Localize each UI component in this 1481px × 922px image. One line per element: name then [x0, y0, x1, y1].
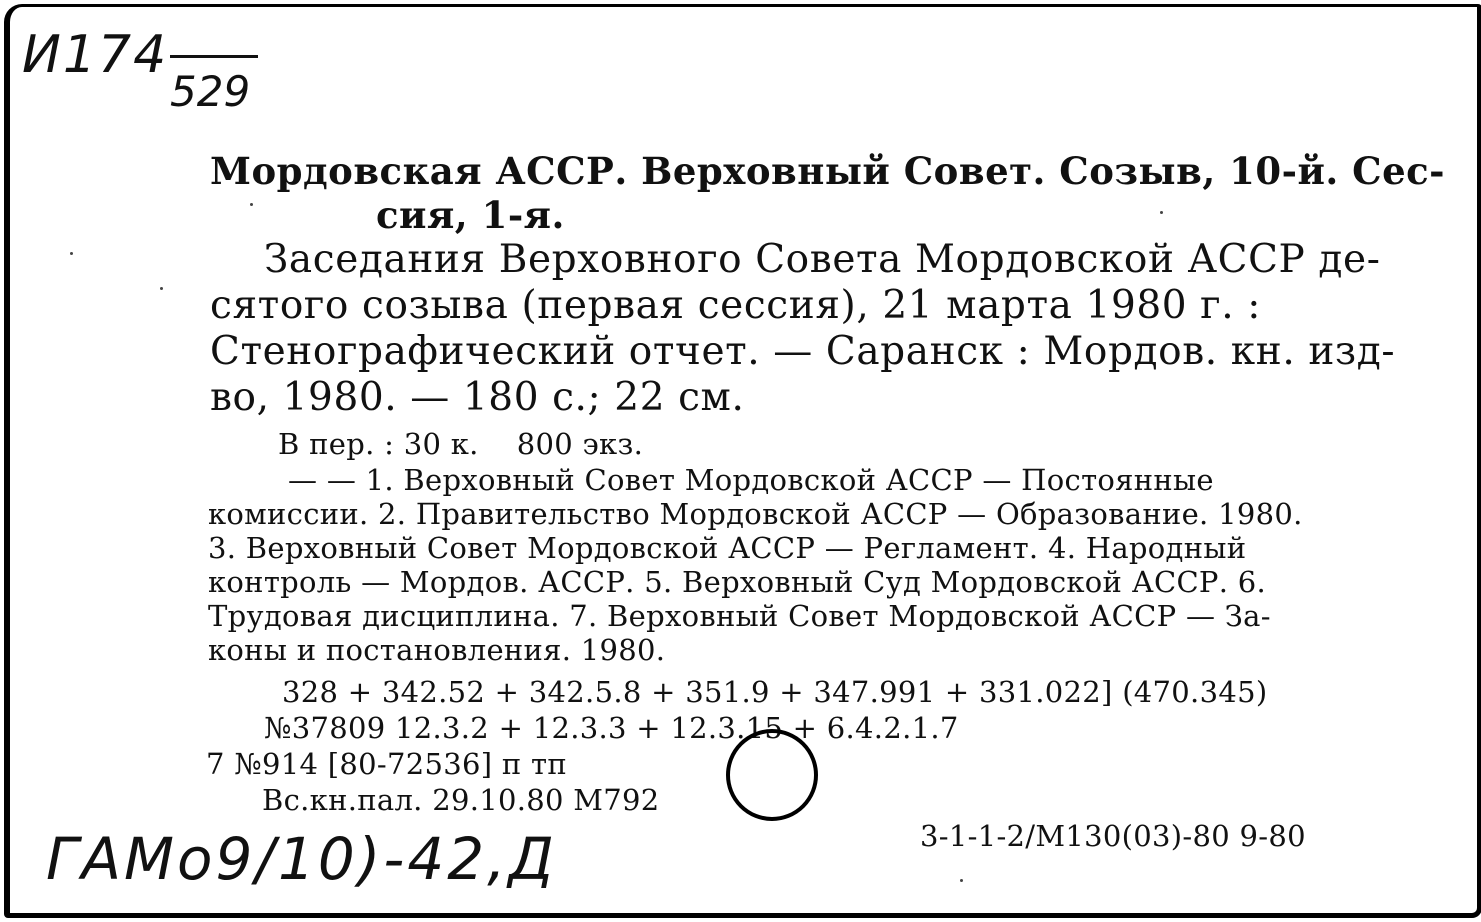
speck — [1160, 211, 1163, 214]
price-circulation: В пер. : 30 к. 800 экз. — [278, 427, 644, 461]
subject-line-1: — — 1. Верховный Совет Мордовской АССР — Постоянные — [288, 463, 1214, 497]
speck — [70, 252, 73, 255]
title-line-3: Стенографический отчет. — Саранск : Мордов. кн. изд- — [210, 329, 1396, 374]
speck — [160, 287, 163, 290]
speck — [250, 203, 253, 206]
accession-numbers: №37809 12.3.2 + 12.3.3 + 12.3.15 + 6.4.2.1.7 — [264, 711, 959, 745]
subject-line-3: 3. Верховный Совет Мордовской АССР — Регламент. 4. Народный — [208, 531, 1247, 565]
index-code: 3-1-1-2/М130(03)-80 9-80 — [920, 819, 1306, 853]
circle-stamp — [726, 729, 818, 821]
shelf-mark-overline — [170, 55, 258, 58]
classification-index: 328 + 342.52 + 342.5.8 + 351.9 + 347.991 + 331.022] (470.345) — [282, 675, 1268, 709]
subject-line-2: комиссии. 2. Правительство Мордовской АССР — Образование. 1980. — [208, 497, 1303, 531]
speck — [960, 879, 963, 882]
heading-line-1: Мордовская АССР. Верховный Совет. Созыв, 10-й. Сес- — [210, 149, 1446, 193]
handwritten-shelf-submark: 529 — [170, 67, 251, 116]
title-line-2: сятого созыва (первая сессия), 21 марта 1980 г. : — [210, 283, 1261, 328]
subject-line-4: контроль — Мордов. АССР. 5. Верховный Суд Мордовской АССР. 6. — [208, 565, 1267, 599]
record-number: 7 №914 [80-72536] п тп — [206, 747, 568, 781]
subject-line-5: Трудовая дисциплина. 7. Верховный Совет Мордовской АССР — За- — [208, 599, 1271, 633]
handwritten-archive-note: ГАМо9/10)-42,Д — [46, 825, 557, 893]
handwritten-shelf-mark: И174 — [22, 25, 169, 85]
catalog-card — [4, 4, 1481, 918]
title-line-1: Заседания Верховного Совета Мордовской АССР де- — [264, 237, 1381, 282]
chamber-date: Вс.кн.пал. 29.10.80 М792 — [262, 783, 660, 817]
title-line-4: во, 1980. — 180 с.; 22 см. — [210, 375, 745, 420]
subject-line-6: коны и постановления. 1980. — [208, 633, 666, 667]
heading-line-2: сия, 1-я. — [376, 193, 565, 237]
